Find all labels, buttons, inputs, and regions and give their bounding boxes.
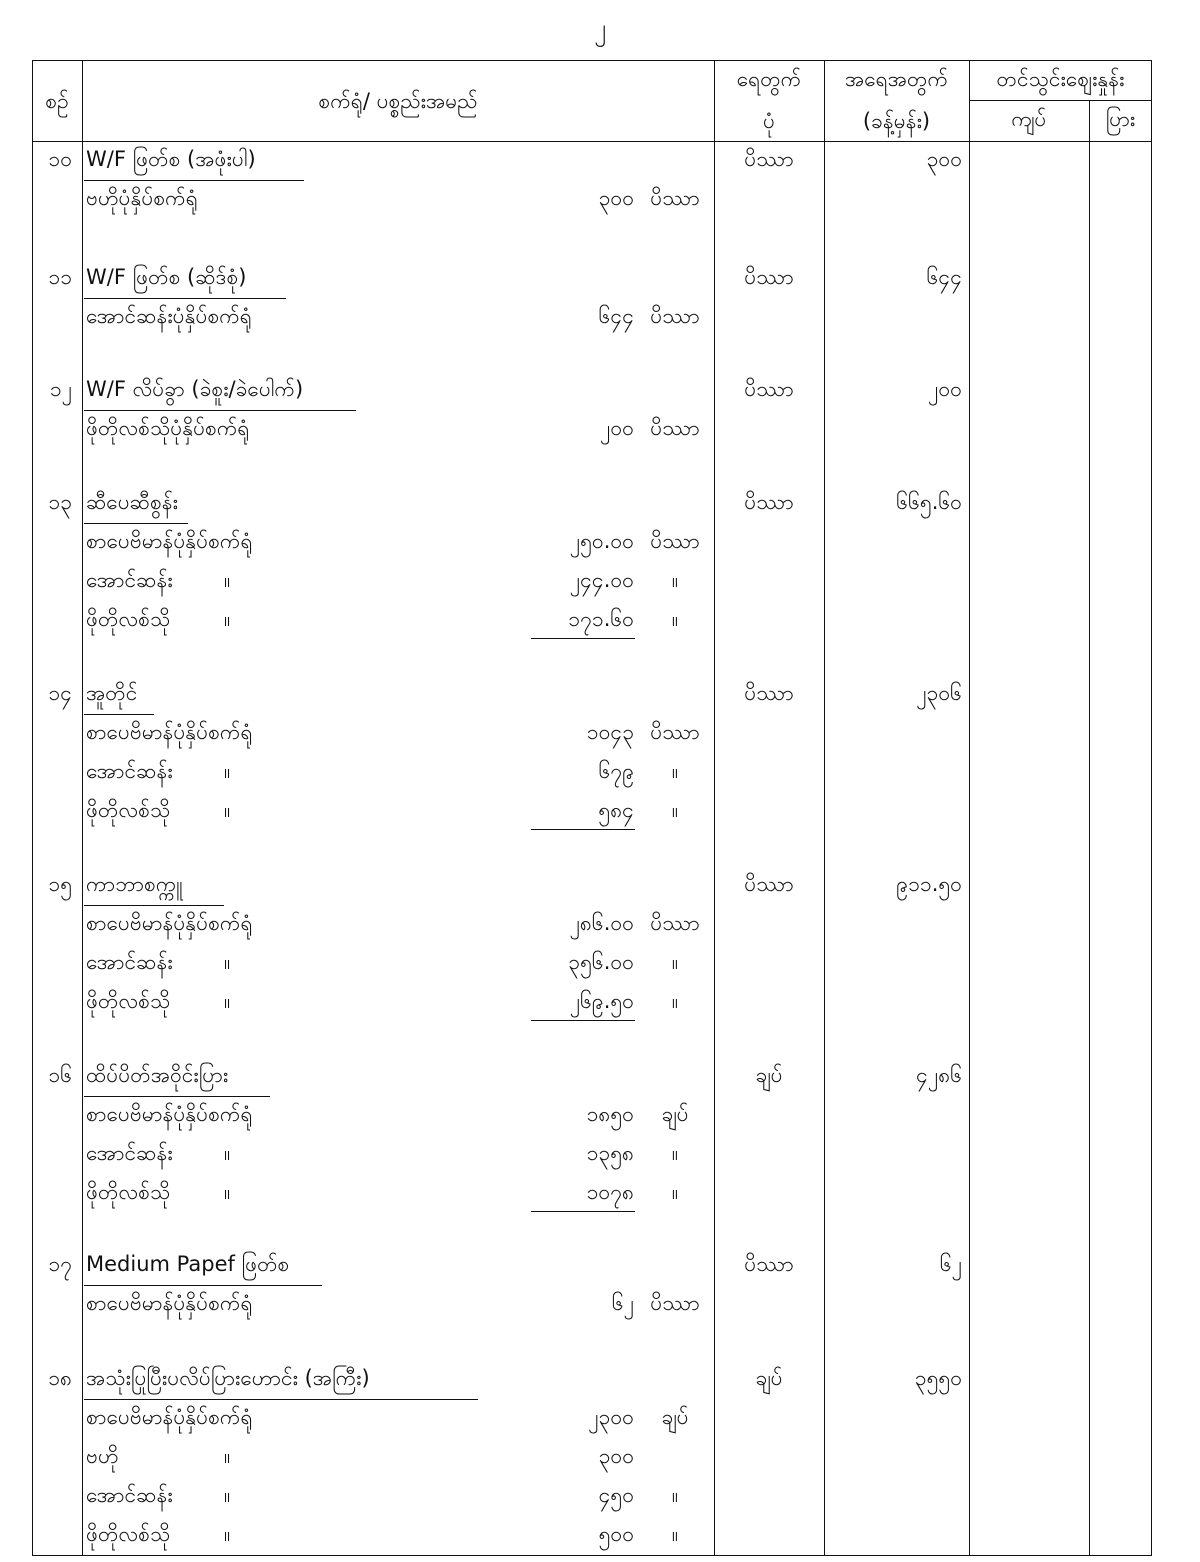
factory-unit: ။ [671,568,679,592]
factory-unit: ပိဿာ [650,304,700,328]
factory-unit: ပိဿာ [650,911,700,935]
item-quantity: ၄၂၈၆ [916,1063,962,1087]
ditto-mark: ။ [224,798,231,822]
factory-name: ဖိုတိုလစ်သိုပုံနှိပ်စက်ရုံ [86,416,250,440]
item-name-underline [84,1285,322,1286]
price-subheader-divider [969,100,1152,101]
row-number: ၁၈ [48,1366,72,1390]
factory-name: ဖိုတိုလစ်သို [86,607,171,631]
item-unit: ပိဿာ [744,681,794,705]
subtotal-line [531,1020,635,1021]
item-name-underline [84,714,154,715]
factory-unit: ပိဿာ [650,416,700,440]
item-name-underline [84,905,224,906]
factory-name: အောင်ဆန်း [86,759,173,783]
ditto-mark: ။ [224,607,231,631]
column-divider [1089,100,1090,1556]
factory-amount: ၅၀၀ [598,1522,634,1546]
subtotal-line [531,1211,635,1212]
factory-amount: ၂၆၉.၅၀ [569,989,634,1013]
factory-unit: ပိဿာ [650,529,700,553]
item-quantity: ၃၀၀ [926,147,962,171]
page-number: ၂ [594,14,606,42]
header-kyat: ကျပ် [1011,107,1047,131]
row-number: ၁၁ [48,265,72,289]
ditto-mark: ။ [224,568,231,592]
column-divider [969,60,970,1556]
item-unit: ပိဿာ [744,265,794,289]
factory-unit: ။ [671,1141,679,1165]
row-number: ၁၀ [48,147,72,171]
factory-unit: ချပ် [661,1102,689,1126]
item-name-underline [84,1399,478,1400]
row-number: ၁၂ [49,377,72,401]
row-number: ၁၅ [48,872,72,896]
factory-amount: ၂၄၄.၀၀ [569,568,634,592]
item-quantity: ၂၃၀၆ [916,681,962,705]
factory-name: စာပေဗိမာန်ပုံနှိပ်စက်ရုံ [86,720,253,744]
item-unit: ပိဿာ [744,1252,794,1276]
factory-name: ဖိုတိုလစ်သို [86,989,171,1013]
item-name: W/F ဖြတ်စ (အဖုံးပါ) [86,147,256,171]
ditto-mark: ။ [224,1180,231,1204]
factory-name: အောင်ဆန်း [86,1141,173,1165]
factory-name: ဖိုတိုလစ်သို [86,798,171,822]
item-name: ထိပ်ပိတ်အဝိုင်းပြား [86,1063,229,1087]
factory-amount: ၁၀၇၈ [586,1180,634,1204]
subtotal-line [531,829,635,830]
factory-amount: ၃၀၀ [598,186,634,210]
item-quantity: ၃၅၅၀ [914,1366,962,1390]
header-pya: ပြား [1105,107,1136,131]
factory-amount: ၆၄၄ [598,304,634,328]
factory-amount: ၂၀၀ [600,416,634,440]
item-quantity: ၉၁၁.၅၀ [896,872,962,896]
row-number: ၁၆ [48,1063,72,1087]
item-unit: ပိဿာ [744,377,794,401]
header-no: စဉ် [45,89,69,113]
item-unit: ချပ် [755,1366,783,1390]
item-quantity: ၆၄၄ [926,265,962,289]
ditto-mark: ။ [224,1522,231,1546]
factory-name: အောင်ဆန်းပုံနှိပ်စက်ရုံ [86,304,252,328]
row-number: ၁၃ [48,490,72,514]
item-name: အသုံးပြုပြီးပလိပ်ပြားဟောင်း (အကြီး) [86,1366,370,1390]
item-name: Medium Papef ဖြတ်စ [86,1252,290,1276]
item-quantity: ၆၆၅.၆၀ [896,490,962,514]
factory-amount: ၆၇၉ [598,759,634,783]
row-number: ၁၄ [48,681,72,705]
factory-amount: ၃၅၆.၀၀ [568,950,634,974]
factory-amount: ၁၀၄၃ [586,720,634,744]
factory-amount: ၂၅၀.၀၀ [569,529,634,553]
factory-name: စာပေဗိမာန်ပုံနှိပ်စက်ရုံ [86,1102,253,1126]
item-name-underline [84,1096,270,1097]
factory-amount: ၁၃၅၈ [586,1141,634,1165]
item-name: ဆီပေဆီစွန်း [86,490,178,514]
factory-name: ဖိုတိုလစ်သို [86,1522,171,1546]
ditto-mark: ။ [224,989,231,1013]
row-number: ၁၇ [48,1252,72,1276]
factory-unit: ပိဿာ [650,186,700,210]
factory-name: စာပေဗိမာန်ပုံနှိပ်စက်ရုံ [86,1405,253,1429]
factory-unit: ချပ် [661,1405,689,1429]
factory-amount: ၆၂ [611,1291,634,1315]
item-name: ကာဘာစက္ကူ [86,872,183,896]
header-name: စက်ရုံ/ ပစ္စည်းအမည် [318,89,478,113]
factory-name: စာပေဗိမာန်ပုံနှိပ်စက်ရုံ [86,1291,253,1315]
item-name: W/F ဖြတ်စ (ဆိုဒ်စုံ) [86,265,247,289]
factory-unit: ။ [671,607,679,631]
factory-name: အောင်ဆန်း [86,1483,173,1507]
factory-name: ဗဟိုပုံနှိပ်စက်ရုံ [86,186,198,210]
item-unit: ပိဿာ [744,872,794,896]
item-unit: ချပ် [755,1063,783,1087]
item-name: အူတိုင် [86,681,138,705]
header-qty-1: အရေအတွက် [844,67,948,91]
factory-unit: ပိဿာ [650,1291,700,1315]
factory-unit: ။ [671,950,679,974]
subtotal-line [531,638,635,639]
factory-unit: ။ [671,989,679,1013]
factory-amount: ၅၈၄ [598,798,634,822]
factory-unit: ပိဿာ [650,720,700,744]
factory-unit: ။ [671,1522,679,1546]
header-unit-1: ရေတွက် [736,67,802,91]
item-unit: ပိဿာ [744,490,794,514]
header-qty-2: (ခန့်မှန်း) [862,109,931,133]
item-name-underline [84,180,304,181]
factory-amount: ၄၅၀ [598,1483,634,1507]
factory-amount: ၁၈၅၀ [586,1102,634,1126]
ditto-mark: ။ [224,759,231,783]
factory-name: ဖိုတိုလစ်သို [86,1180,171,1204]
factory-name: စာပေဗိမာန်ပုံနှိပ်စက်ရုံ [86,529,253,553]
ditto-mark: ။ [224,1141,231,1165]
factory-unit: ။ [671,798,679,822]
factory-name: အောင်ဆန်း [86,568,173,592]
item-name: W/F လိပ်ခွာ (ခဲစူး/ခဲပေါက်) [86,377,304,401]
factory-amount: ၂၃၀၀ [588,1405,634,1429]
factory-amount: ၃၀၀ [598,1444,634,1468]
factory-unit: ။ [671,759,679,783]
column-divider [82,60,83,1556]
factory-name: ဗဟို [86,1444,119,1468]
factory-name: စာပေဗိမာန်ပုံနှိပ်စက်ရုံ [86,911,253,935]
item-name-underline [84,410,356,411]
item-unit: ပိဿာ [744,147,794,171]
ditto-mark: ။ [224,1444,231,1468]
ditto-mark: ။ [224,1483,231,1507]
factory-name: အောင်ဆန်း [86,950,173,974]
header-price: တင်သွင်းဈေးနှုန်း [996,67,1125,91]
factory-unit: ။ [671,1483,679,1507]
factory-unit: ။ [671,1180,679,1204]
item-name-underline [84,298,286,299]
item-quantity: ၆၂ [939,1252,962,1276]
item-name-underline [84,523,188,524]
factory-amount: ၂၈၆.၀၀ [569,911,634,935]
header-unit-2: ပုံ [763,109,775,133]
factory-amount: ၁၇၁.၆၀ [568,607,634,631]
ditto-mark: ။ [224,950,231,974]
header-divider [32,141,1152,142]
item-quantity: ၂၀၀ [928,377,962,401]
